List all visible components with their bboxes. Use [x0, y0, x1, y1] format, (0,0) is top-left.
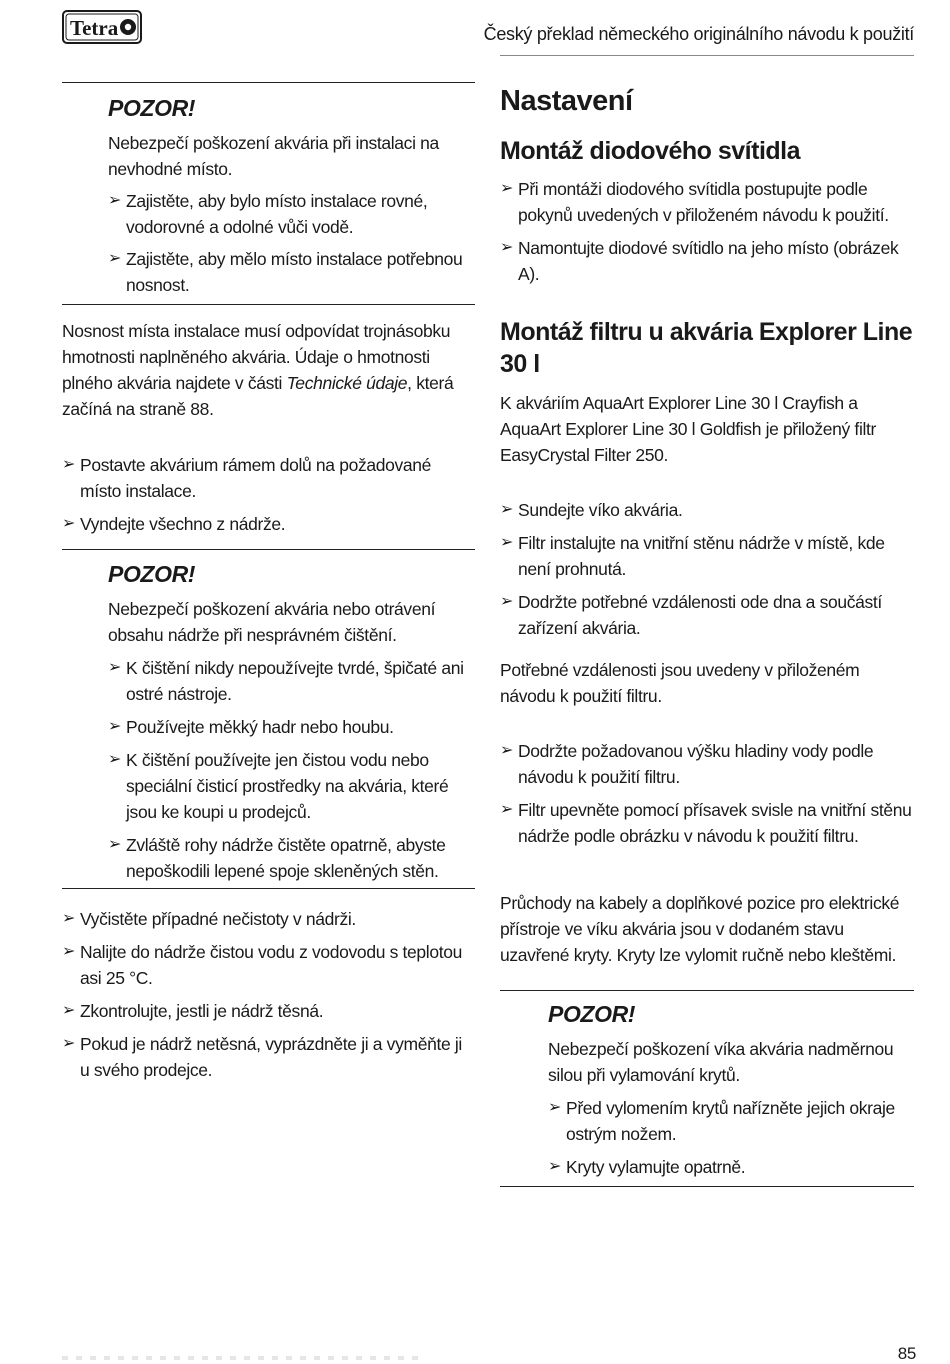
list-item-text: Dodržte požadovanou výšku hladiny vody podle návodu k použití filtru. — [518, 741, 874, 787]
list-item-text: Namontujte diodové svítidlo na jeho místo (obrázek A). — [518, 238, 899, 284]
list-item-text: Zvláště rohy nádrže čistěte opatrně, abyste nepoškodili lepené spoje skleněných stěn. — [126, 835, 446, 881]
list-item — [108, 188, 475, 240]
warning-top-rule — [500, 990, 914, 991]
arrow-bullet-icon: ➢ — [500, 742, 514, 759]
instruction-list-1 — [62, 452, 475, 537]
warning-title: POZOR! — [548, 1001, 636, 1027]
paragraph: Průchody na kabely a doplňkové pozice pro elektrické přístroje ve víku akvária jsou v dodaném stavu uzavřené kryty. Kryty lze vylomit ručně nebo kleštěmi. — [500, 893, 900, 965]
paragraph-load-capacity — [62, 318, 475, 422]
arrow-bullet-icon: ➢ — [62, 943, 76, 960]
list-item — [500, 589, 914, 641]
page-number: 85 — [897, 1344, 916, 1363]
list-item — [62, 1031, 475, 1083]
list-item-text: Vyčistěte případné nečistoty v nádrži. — [80, 909, 356, 929]
warning-top-rule — [62, 82, 475, 83]
list-item — [500, 530, 914, 582]
section-heading: Montáž filtru u akvária Explorer Line 30 l — [500, 318, 913, 378]
list-item — [500, 235, 914, 287]
instruction-list-2 — [62, 906, 475, 1083]
arrow-bullet-icon: ➢ — [62, 910, 76, 927]
paragraph: Potřebné vzdálenosti jsou uvedeny v přiloženém návodu k použití filtru. — [500, 660, 860, 706]
page-title: Nastavení — [500, 85, 633, 117]
list-item — [62, 906, 475, 932]
list-item-text: Zajistěte, aby mělo místo instalace potřebnou nosnost. — [126, 249, 463, 295]
list-item — [500, 738, 914, 790]
arrow-bullet-icon: ➢ — [108, 659, 122, 676]
warning-text: Nebezpečí poškození akvária nebo otrávení obsahu nádrže při nesprávném čištění. — [108, 599, 436, 645]
warning-bottom-rule — [62, 888, 475, 889]
section-list — [500, 497, 914, 641]
list-item-text: Dodržte potřebné vzdálenosti ode dna a součástí zařízení akvária. — [518, 592, 882, 638]
warning-title: POZOR! — [108, 561, 196, 587]
footer-faint-text — [62, 1356, 422, 1360]
warning-bottom-rule — [500, 1186, 914, 1187]
arrow-bullet-icon: ➢ — [500, 534, 514, 551]
warning-top-rule — [62, 549, 475, 550]
arrow-bullet-icon: ➢ — [62, 456, 76, 473]
list-item-text: Zajistěte, aby bylo místo instalace rovné, vodorovné a odolné vůči vodě. — [126, 191, 428, 237]
arrow-bullet-icon: ➢ — [500, 801, 514, 818]
list-item — [108, 832, 475, 884]
list-item — [62, 998, 475, 1024]
header-divider — [500, 55, 914, 56]
warning-text: Nebezpečí poškození víka akvária nadměrnou silou při vylamování krytů. — [548, 1039, 894, 1085]
list-item-text: Filtr upevněte pomocí přísavek svisle na vnitřní stěnu nádrže podle obrázku v návodu k použití filtru. — [518, 800, 912, 846]
warning-box-cleaning — [108, 559, 475, 884]
section-intro: K akváriím AquaArt Explorer Line 30 l Crayfish a AquaArt Explorer Line 30 l Goldfish je přiložený filtr EasyCrystal Filter 250. — [500, 393, 877, 465]
warning-bottom-rule — [62, 304, 475, 305]
list-item-text: Nalijte do nádrže čistou vodu z vodovodu s teplotou asi 25 °C. — [80, 942, 462, 988]
warning-box-installation — [108, 93, 475, 298]
list-item — [500, 497, 914, 523]
arrow-bullet-icon: ➢ — [62, 1002, 76, 1019]
list-item-text: K čištění používejte jen čistou vodu nebo speciální čisticí prostředky na akvária, které jsou ke koupi u prodejců. — [126, 750, 449, 822]
logo-text: Tetra — [70, 16, 119, 40]
arrow-bullet-icon: ➢ — [500, 239, 514, 256]
list-item-text: Před vylomením krytů nařízněte jejich okraje ostrým nožem. — [566, 1098, 895, 1144]
section-list — [500, 176, 914, 287]
list-item — [108, 714, 475, 740]
warning-text: Nebezpečí poškození akvária při instalaci na nevhodné místo. — [108, 133, 439, 179]
list-item-text: Filtr instalujte na vnitřní stěnu nádrže v místě, kde není prohnutá. — [518, 533, 885, 579]
warning-title: POZOR! — [108, 95, 196, 121]
arrow-bullet-icon: ➢ — [500, 593, 514, 610]
arrow-bullet-icon: ➢ — [548, 1099, 562, 1116]
list-item — [500, 797, 914, 849]
list-item — [548, 1095, 914, 1147]
list-item — [108, 655, 475, 707]
list-item — [62, 511, 475, 537]
list-item-text: Kryty vylamujte opatrně. — [566, 1157, 746, 1177]
list-item-text: Používejte měkký hadr nebo houbu. — [126, 717, 394, 737]
arrow-bullet-icon: ➢ — [62, 1035, 76, 1052]
arrow-bullet-icon: ➢ — [62, 515, 76, 532]
list-item-text: K čištění nikdy nepoužívejte tvrdé, špičaté ani ostré nástroje. — [126, 658, 464, 704]
list-item-text: Vyndejte všechno z nádrže. — [80, 514, 286, 534]
list-item-text: Při montáži diodového svítidla postupujte podle pokynů uvedených v přiloženém návodu k použití. — [518, 179, 889, 225]
paragraph-text: , která začíná na straně 88. — [62, 373, 454, 419]
list-item-text: Postavte akvárium rámem dolů na požadované místo instalace. — [80, 455, 432, 501]
arrow-bullet-icon: ➢ — [108, 751, 122, 768]
arrow-bullet-icon: ➢ — [500, 501, 514, 518]
section-heading: Montáž diodového svítidla — [500, 137, 801, 165]
tetra-logo — [62, 10, 142, 44]
warning-box-lid — [548, 999, 914, 1180]
document-header-title: Český překlad německého originálního návodu k použití — [483, 24, 914, 44]
arrow-bullet-icon: ➢ — [108, 836, 122, 853]
list-item-text: Sundejte víko akvária. — [518, 500, 683, 520]
arrow-bullet-icon: ➢ — [500, 180, 514, 197]
paragraph-text: Nosnost místa instalace musí odpovídat trojnásobku hmotnosti naplněného akvária. Údaje o hmotnosti plného akvária najdete v části — [62, 321, 451, 393]
arrow-bullet-icon: ➢ — [108, 250, 122, 267]
list-item-text: Zkontrolujte, jestli je nádrž těsná. — [80, 1001, 324, 1021]
arrow-bullet-icon: ➢ — [108, 192, 122, 209]
list-item — [548, 1154, 914, 1180]
list-item — [108, 747, 475, 825]
arrow-bullet-icon: ➢ — [108, 718, 122, 735]
list-item — [62, 939, 475, 991]
list-item — [62, 452, 475, 504]
section-list — [500, 738, 914, 849]
list-item-text: Pokud je nádrž netěsná, vyprázdněte ji a vyměňte ji u svého prodejce. — [80, 1034, 462, 1080]
emphasis-text: Technické údaje — [286, 373, 408, 393]
list-item — [500, 176, 914, 228]
arrow-bullet-icon: ➢ — [548, 1158, 562, 1175]
list-item — [108, 246, 475, 298]
